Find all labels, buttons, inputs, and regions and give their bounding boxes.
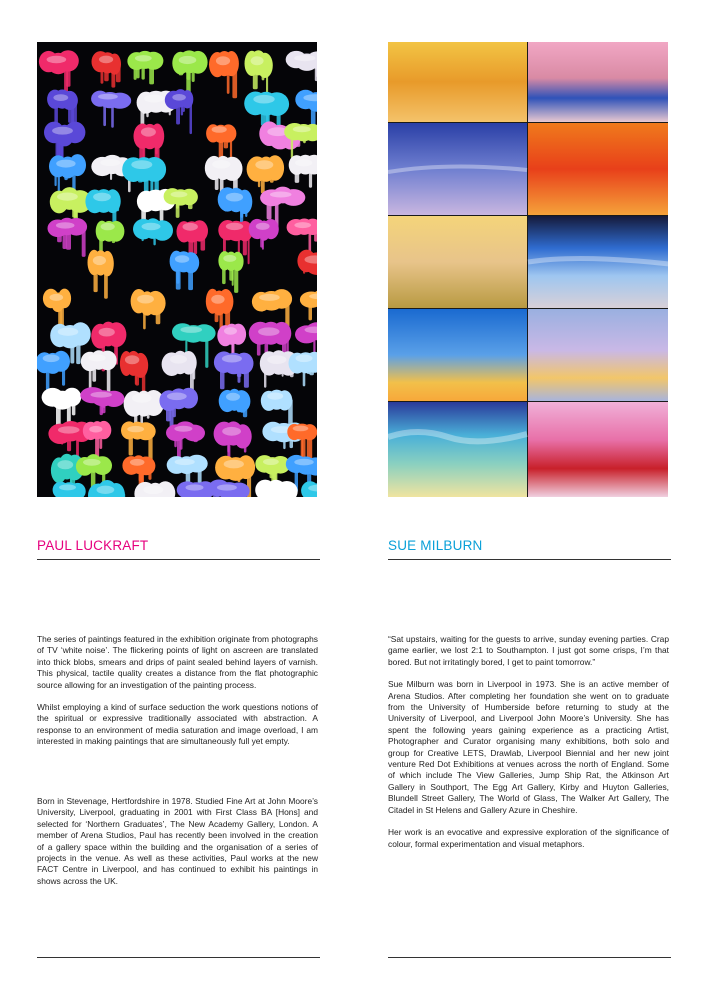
description-paragraph: Her work is an evocative and expressive exploration of the significance of colour, formal experimentation and visual metaphors. — [388, 827, 669, 849]
paint-blob — [53, 482, 86, 497]
artist-name-heading: SUE MILBURN — [388, 538, 483, 553]
artist-column-sue-milburn — [388, 0, 671, 1000]
painting-image-sue-milburn — [388, 42, 668, 497]
divider-line — [37, 957, 320, 958]
divider-line — [388, 957, 671, 958]
sky-colour-grid-artwork — [388, 42, 668, 497]
artist-name-heading: PAUL LUCKRAFT — [37, 538, 149, 553]
artist-biography — [37, 796, 318, 898]
painting-image-paul-luckraft — [37, 42, 317, 497]
divider-line — [388, 559, 671, 560]
description-paragraph: Whilst employing a kind of surface seduction the work questions notions of the spiritual or expressive traditionally associated with abstraction. A response to an environment of media saturation and image overload, I am interested in making paintings that are simultaneously full yet empty. — [37, 702, 318, 747]
paint-blob — [134, 481, 175, 497]
artwork-description — [37, 634, 318, 759]
biography-paragraph: Sue Milburn was born in Liverpool in 1973. She is an active member of Arena Studios. After completing her foundation she went on to graduate from the University of Humberside before returning to study at the University of Liverpool, and Liverpool John Moore’s University. She has spent the following years gaining experience as a practicing Artist, Photographer and Curator organising many exhibitions, both solo and group for Creative LETS, Drawlab, Liverpool Biennial and her new joint venture Red Dot Exhibitions at venues across the north of England. Some of which include The View Galleries, Jump Ship Rat, the Atkinson Art Gallery in Southport, The Egg Art Gallery, Kirby and Huyton Galleries, Blundell Street Gallery, The World of Glass, The Walker Art Gallery, The Citadel in St Helens and Gallery Azure in Cheshire. — [388, 679, 669, 815]
paint-blob — [255, 480, 298, 497]
abstract-paint-blobs-artwork — [37, 42, 317, 497]
biography-paragraph: Born in Stevenage, Hertfordshire in 1978. Studied Fine Art at John Moore’s University, Liverpool, graduating in 2001 with First Class BA [Hons] and selected for ‘Northern Graduates’, The New Academy Gallery, London. A member of Arena Studios, Paul has recently been involved in the creation of a gallery space within the building and the organisation of a series of projects in the venue. As well as these activities, Paul works at the new FACT Centre in Liverpool, and has continued to exhibit his paintings in shows across the UK. — [37, 796, 318, 886]
artist-statement — [388, 634, 669, 861]
description-paragraph: The series of paintings featured in the exhibition originate from photographs of TV ‘white noise’. The flickering points of light on ascreen are translated into thick blobs, smears and drips of paint sealed behind layers of varnish. This physical, tactile quality creates a distance from the flat photographic source allowing for an investigation of the painting process. — [37, 634, 318, 690]
artist-column-paul-luckraft — [37, 0, 320, 1000]
divider-line — [37, 559, 320, 560]
statement-paragraph: “Sat upstairs, waiting for the guests to arrive, sunday evening parties. Crap game earlier, we lost 2:1 to Southampton. I just got some crisps, I’m that bored. But not irritatingly bored, I get to paint tomorrow.” — [388, 634, 669, 667]
